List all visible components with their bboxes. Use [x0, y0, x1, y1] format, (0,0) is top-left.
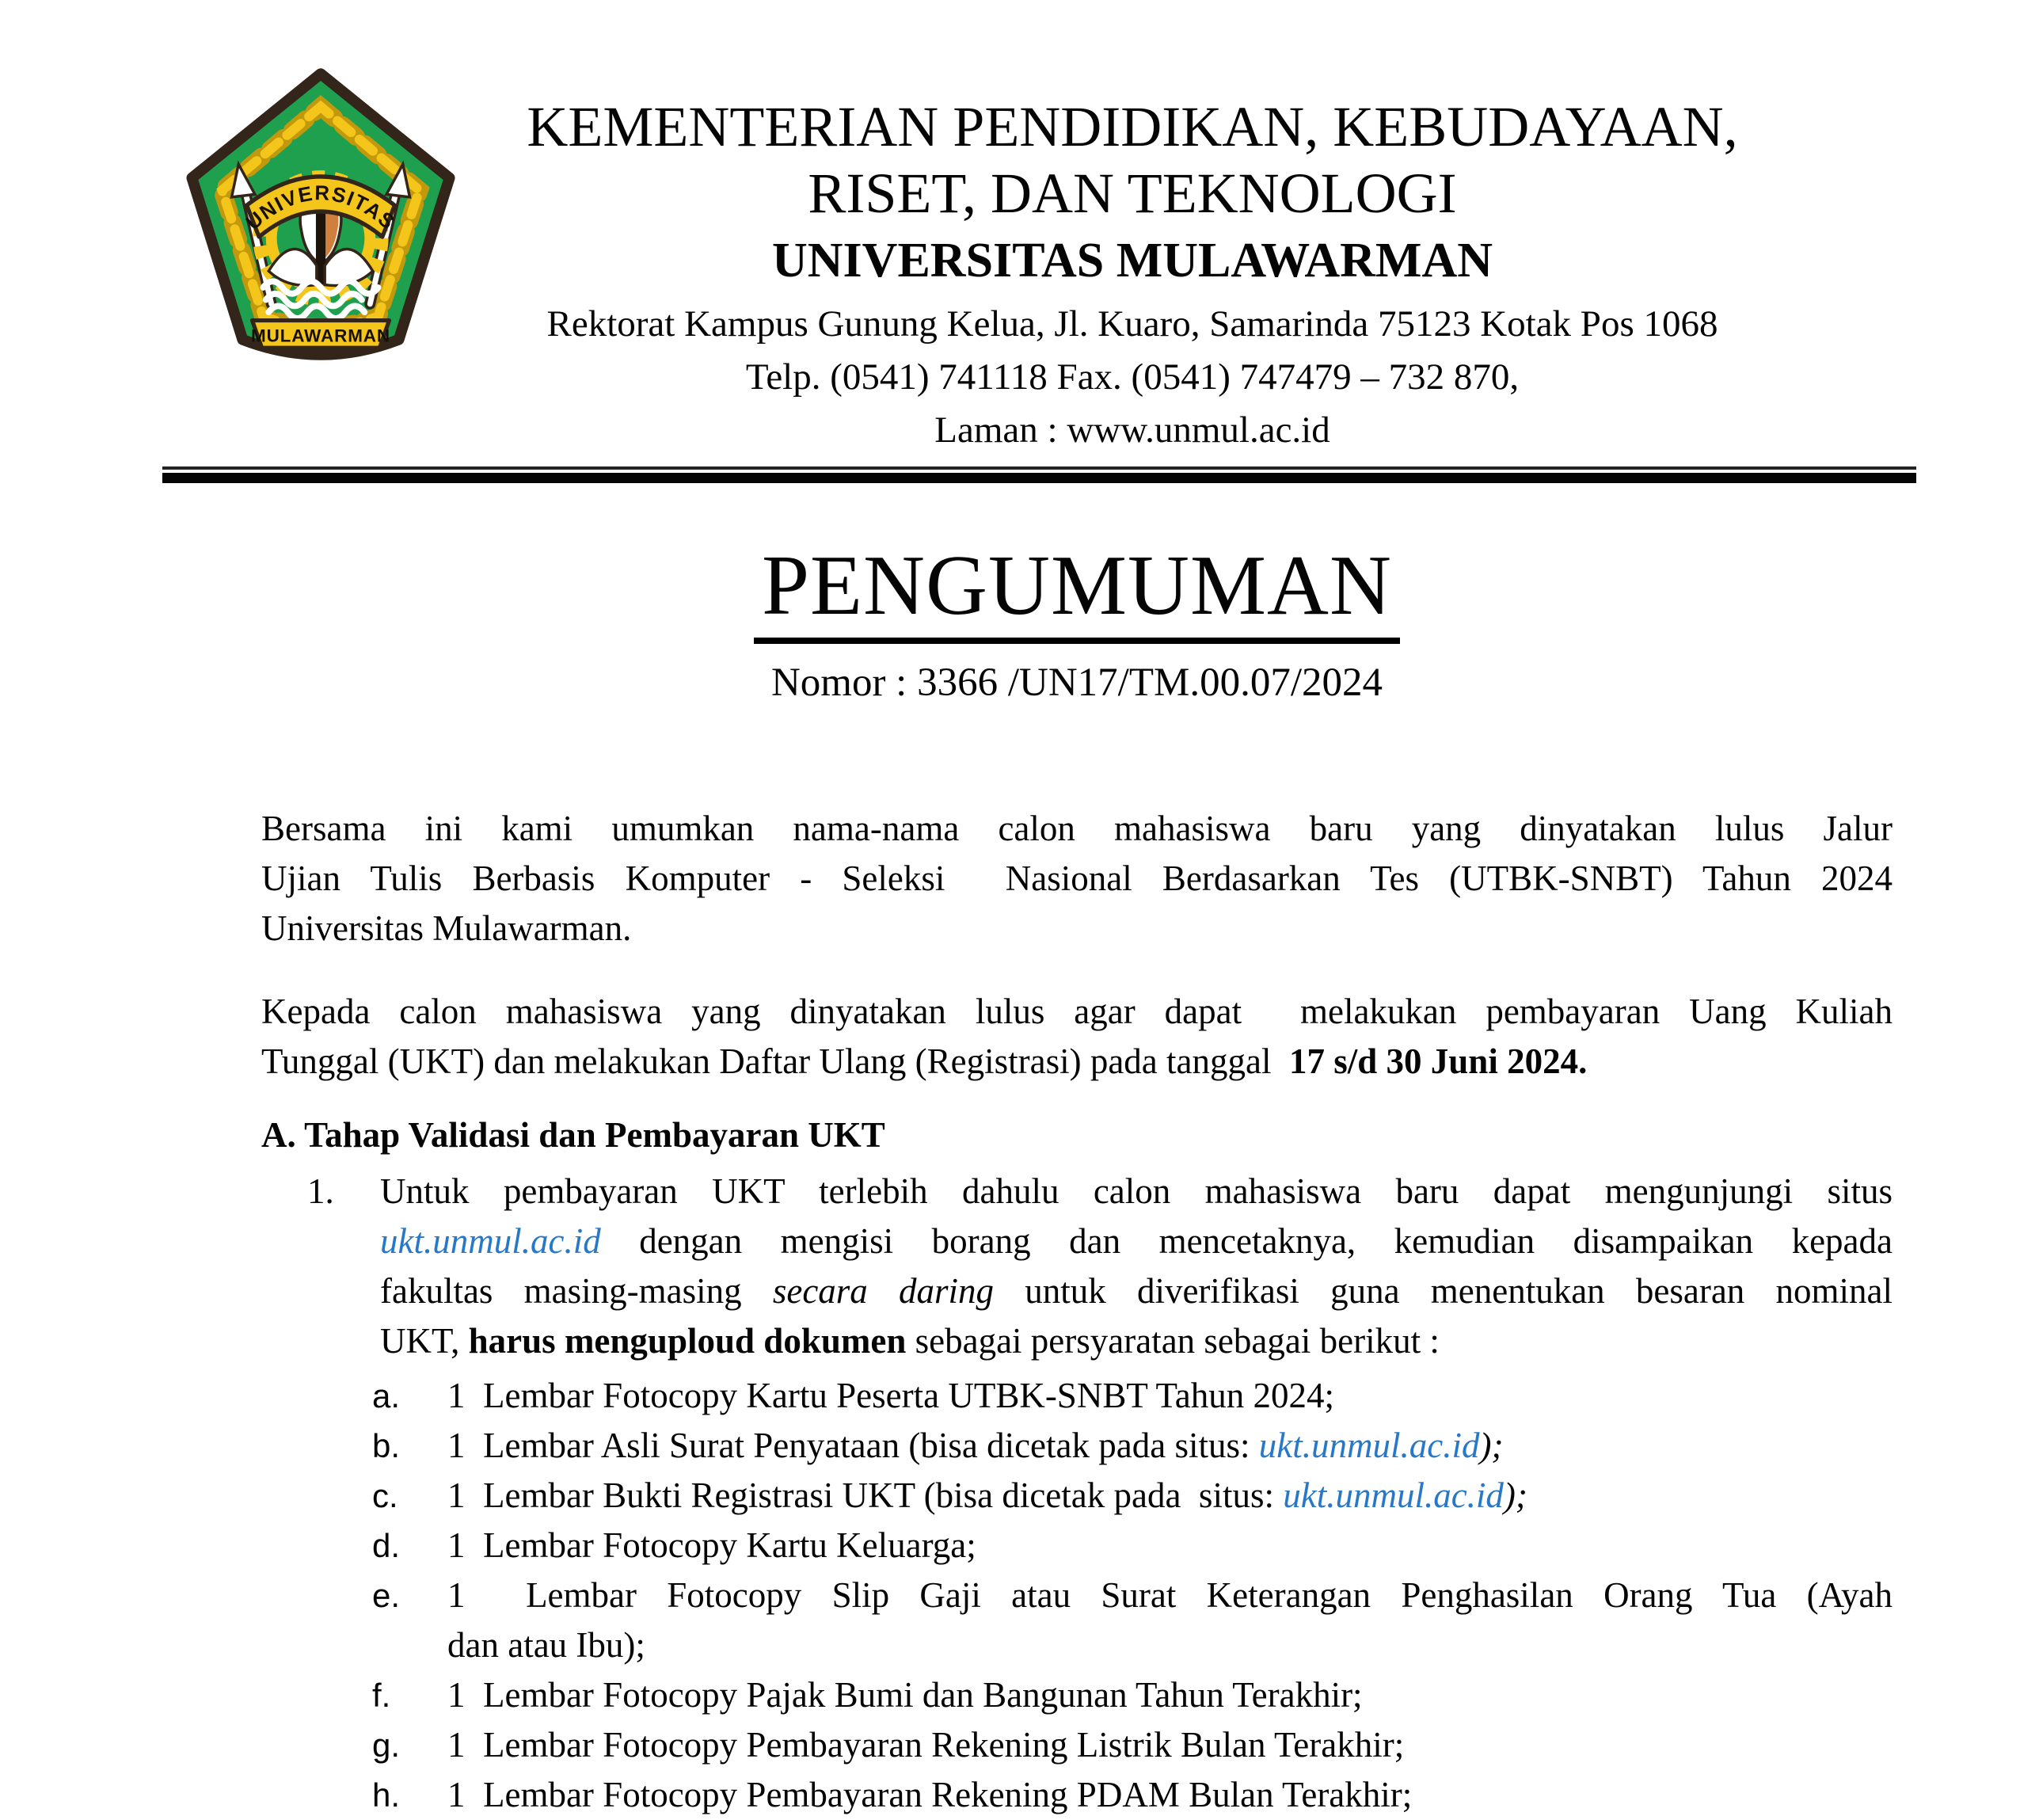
doc-list-item [261, 1571, 1893, 1670]
link-ukt-unmul-ac-id[interactable]: ukt.unmul.ac.id [380, 1220, 601, 1261]
doc-list-item [261, 1421, 1893, 1471]
doc-list-text [447, 1471, 1893, 1521]
text-run: 1 Lembar Asli Surat Penyataan (bisa dicetak pada situs: [447, 1425, 1259, 1465]
doc-list-text [447, 1670, 1893, 1720]
text-run: ); [1503, 1475, 1527, 1515]
text-line [261, 1037, 1893, 1087]
doc-list-item [261, 1720, 1893, 1770]
text-line [447, 1770, 1893, 1820]
text-line [447, 1521, 1893, 1571]
document-requirements-list [261, 1371, 1893, 1820]
doc-list-text [447, 1521, 1893, 1571]
text-run: Untuk pembayaran UKT terlebih dahulu calon mahasiswa baru dapat mengunjungi situs [380, 1171, 1893, 1211]
address-line: Rektorat Kampus Gunung Kelua, Jl. Kuaro, Samarinda 75123 Kotak Pos 1068 [546, 303, 1718, 345]
title-block [261, 540, 1893, 644]
logo-bottom-banner-text: MULAWARMAN [250, 326, 391, 346]
text-run: Universitas Mulawarman. [261, 908, 632, 948]
text-run: untuk diverifikasi guna menentukan besaran nominal [994, 1270, 1893, 1311]
letterhead-text [443, 93, 1821, 457]
divider-thick-line [162, 473, 1916, 483]
section-a-heading: A. Tahap Validasi dan Pembayaran UKT [261, 1114, 885, 1155]
text-line [447, 1471, 1893, 1521]
text-run: secara daring [772, 1270, 995, 1311]
document-body [261, 540, 1893, 1820]
doc-list-item [261, 1670, 1893, 1720]
text-run: 1 Lembar Fotocopy Kartu Peserta UTBK-SNBT Tahun 2024; [447, 1375, 1335, 1415]
doc-list-marker: c. [372, 1476, 398, 1514]
text-line [380, 1316, 1893, 1366]
doc-list-text [447, 1720, 1893, 1770]
text-line [447, 1571, 1893, 1620]
doc-list-marker: a. [372, 1376, 401, 1414]
doc-list-marker: e. [372, 1576, 401, 1614]
doc-list-marker: b. [372, 1426, 401, 1464]
logo-top-banner-text: UNIVERSITAS [242, 182, 400, 235]
text-run: 1 Lembar Fotocopy Pembayaran Rekening PDAM Bulan Terakhir; [447, 1774, 1413, 1814]
text-line [380, 1217, 1893, 1266]
text-run: harus menguploud dokumen [468, 1320, 907, 1361]
ministry-line-1: KEMENTERIAN PENDIDIKAN, KEBUDAYAAN, [527, 95, 1738, 158]
link-ukt-unmul-ac-id[interactable]: ukt.unmul.ac.id [1283, 1475, 1504, 1515]
doc-list-text [447, 1770, 1893, 1820]
text-run: Ujian Tulis Berbasis Komputer - Seleksi Nasional Berdasarkan Tes (UTBK-SNBT) Tahun 2024 [261, 858, 1893, 898]
text-run: dengan mengisi borang dan mencetaknya, kemudian disampaikan kepada [600, 1220, 1893, 1261]
text-line [447, 1620, 1893, 1670]
phone-fax-line: Telp. (0541) 741118 Fax. (0541) 747479 – 732 870, [745, 356, 1520, 398]
doc-list-marker: g. [372, 1726, 401, 1764]
text-run: Bersama ini kami umumkan nama-nama calon mahasiswa baru yang dinyatakan lulus Jalur [261, 808, 1893, 848]
doc-list-item [261, 1770, 1893, 1820]
text-line [261, 804, 1893, 854]
university-name: UNIVERSITAS MULAWARMAN [772, 234, 1493, 287]
text-line [261, 987, 1893, 1037]
announcement-number: Nomor : 3366 /UN17/TM.00.07/2024 [770, 660, 1383, 705]
divider-thin-line [162, 466, 1916, 470]
doc-list-item [261, 1471, 1893, 1521]
text-run: Kepada calon mahasiswa yang dinyatakan lulus agar dapat melakukan pembayaran Uang Kuliah [261, 991, 1893, 1031]
doc-list-marker: d. [372, 1526, 401, 1564]
doc-list-text [447, 1571, 1893, 1670]
text-line [447, 1720, 1893, 1770]
numbered-item-1 [261, 1167, 1893, 1366]
numbered-item-1-marker: 1. [307, 1171, 334, 1211]
letterhead-divider [162, 466, 1916, 483]
text-run: ); [1479, 1425, 1504, 1465]
link-ukt-unmul-ac-id[interactable]: ukt.unmul.ac.id [1258, 1425, 1480, 1465]
doc-list-marker: h. [372, 1776, 401, 1814]
text-run: 17 s/d 30 Juni 2024. [1288, 1041, 1588, 1081]
ministry-line-2: RISET, DAN TEKNOLOGI [808, 162, 1457, 225]
paragraph-intro [261, 804, 1893, 954]
text-line [261, 904, 1893, 954]
doc-list-item [261, 1521, 1893, 1571]
text-run: Tunggal (UKT) dan melakukan Daftar Ulang (Registrasi) pada tanggal [261, 1041, 1289, 1081]
text-run: fakultas masing-masing [380, 1270, 773, 1311]
text-run: 1 Lembar Fotocopy Slip Gaji atau Surat Keterangan Penghasilan Orang Tua (Ayah [447, 1574, 1893, 1615]
paragraph-payment-period [261, 987, 1893, 1087]
website-line: Laman : www.unmul.ac.id [934, 409, 1330, 451]
text-run: sebagai persyaratan sebagai berikut : [906, 1320, 1440, 1361]
doc-list-marker: f. [372, 1676, 391, 1714]
doc-list-item [261, 1371, 1893, 1421]
numbered-item-1-text [380, 1167, 1893, 1366]
doc-list-text [447, 1371, 1893, 1421]
text-run: UKT, [380, 1320, 469, 1361]
letterhead [0, 0, 2020, 466]
text-run: 1 Lembar Fotocopy Pajak Bumi dan Bangunan Tahun Terakhir; [447, 1674, 1363, 1715]
text-line [380, 1266, 1893, 1316]
text-line [380, 1167, 1893, 1217]
unmul-logo [184, 68, 458, 375]
text-line [447, 1421, 1893, 1471]
announcement-title: PENGUMUMAN [754, 540, 1400, 644]
text-run: dan atau Ibu); [447, 1624, 645, 1665]
text-run: 1 Lembar Fotocopy Pembayaran Rekening Listrik Bulan Terakhir; [447, 1724, 1405, 1765]
text-run: 1 Lembar Fotocopy Kartu Keluarga; [447, 1525, 976, 1565]
text-line [447, 1371, 1893, 1421]
text-line [261, 854, 1893, 904]
text-run: 1 Lembar Bukti Registrasi UKT (bisa dicetak pada situs: [447, 1475, 1284, 1515]
text-line [447, 1670, 1893, 1720]
doc-list-text [447, 1421, 1893, 1471]
